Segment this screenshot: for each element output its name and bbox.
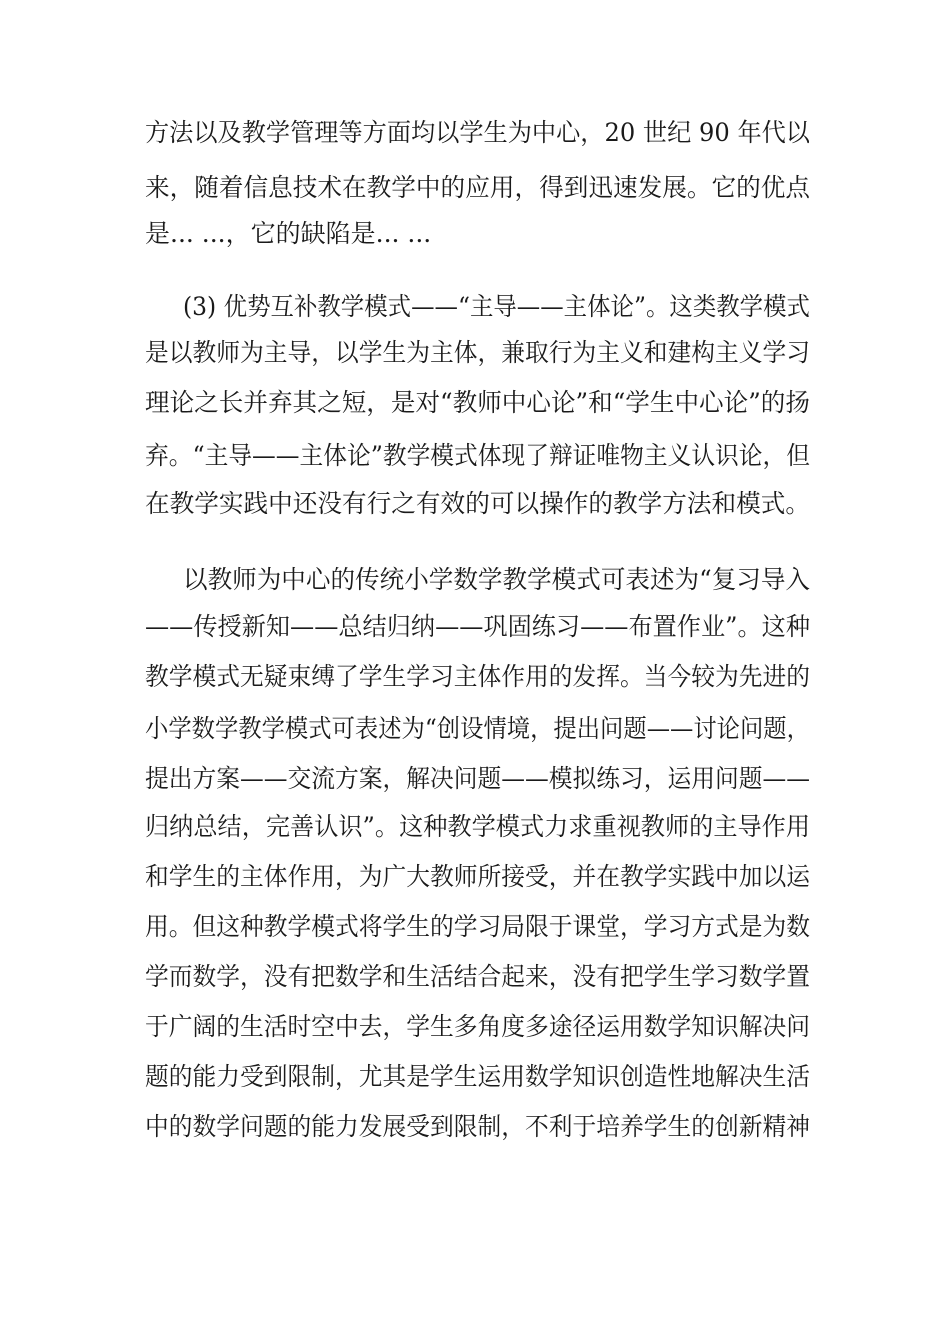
paragraph-3-line-5: 提出方案——交流方案，解决问题——模拟练习，运用问题—— bbox=[145, 764, 811, 793]
paragraph-3-line-3: 教学模式无疑束缚了学生学习主体作用的发挥。当今较为先进的 bbox=[145, 662, 811, 691]
paragraph-1-line-2: 来，随着信息技术在教学中的应用，得到迅速发展。它的优点 bbox=[145, 173, 811, 202]
paragraph-3-line-12: 中的数学问题的能力发展受到限制，不利于培养学生的创新精神 bbox=[145, 1112, 811, 1141]
paragraph-3-line-4: 小学数学教学模式可表述为“创设情境，提出问题——讨论问题， bbox=[145, 714, 810, 743]
paragraph-2-line-5: 在教学实践中还没有行之有效的可以操作的教学方法和模式。 bbox=[145, 489, 811, 518]
paragraph-2-line-4: 弃。“主导——主体论”教学模式体现了辩证唯物主义认识论，但 bbox=[145, 441, 810, 470]
paragraph-3-line-1: 以教师为中心的传统小学数学教学模式可表述为“复习导入 bbox=[183, 565, 811, 594]
paragraph-3-line-7: 和学生的主体作用，为广大教师所接受，并在教学实践中加以运 bbox=[145, 862, 811, 891]
paragraph-3-line-9: 学而数学，没有把数学和生活结合起来，没有把学生学习数学置 bbox=[145, 962, 811, 991]
paragraph-2-line-2: 是以教师为主导，以学生为主体，兼取行为主义和建构主义学习 bbox=[145, 338, 811, 367]
paragraph-1-line-3: 是... ...，它的缺陷是... ... bbox=[145, 219, 432, 248]
paragraph-2-line-3: 理论之长并弃其之短，是对“教师中心论”和“学生中心论”的扬 bbox=[145, 388, 810, 417]
paragraph-3-line-8: 用。但这种教学模式将学生的学习局限于课堂，学习方式是为数 bbox=[145, 912, 811, 941]
paragraph-1-line-1: 方法以及教学管理等方面均以学生为中心，20 世纪 90 年代以 bbox=[145, 118, 810, 147]
paragraph-3-line-11: 题的能力受到限制，尤其是学生运用数学知识创造性地解决生活 bbox=[145, 1062, 811, 1091]
paragraph-2-line-1: (3) 优势互补教学模式——“主导——主体论”。这类教学模式 bbox=[183, 292, 810, 321]
paragraph-3-line-2: ——传授新知——总结归纳——巩固练习——布置作业”。这种 bbox=[145, 612, 811, 641]
paragraph-3-line-6: 归纳总结，完善认识”。这种教学模式力求重视教师的主导作用 bbox=[145, 812, 811, 841]
paragraph-3-line-10: 于广阔的生活时空中去，学生多角度多途径运用数学知识解决问 bbox=[145, 1012, 811, 1041]
